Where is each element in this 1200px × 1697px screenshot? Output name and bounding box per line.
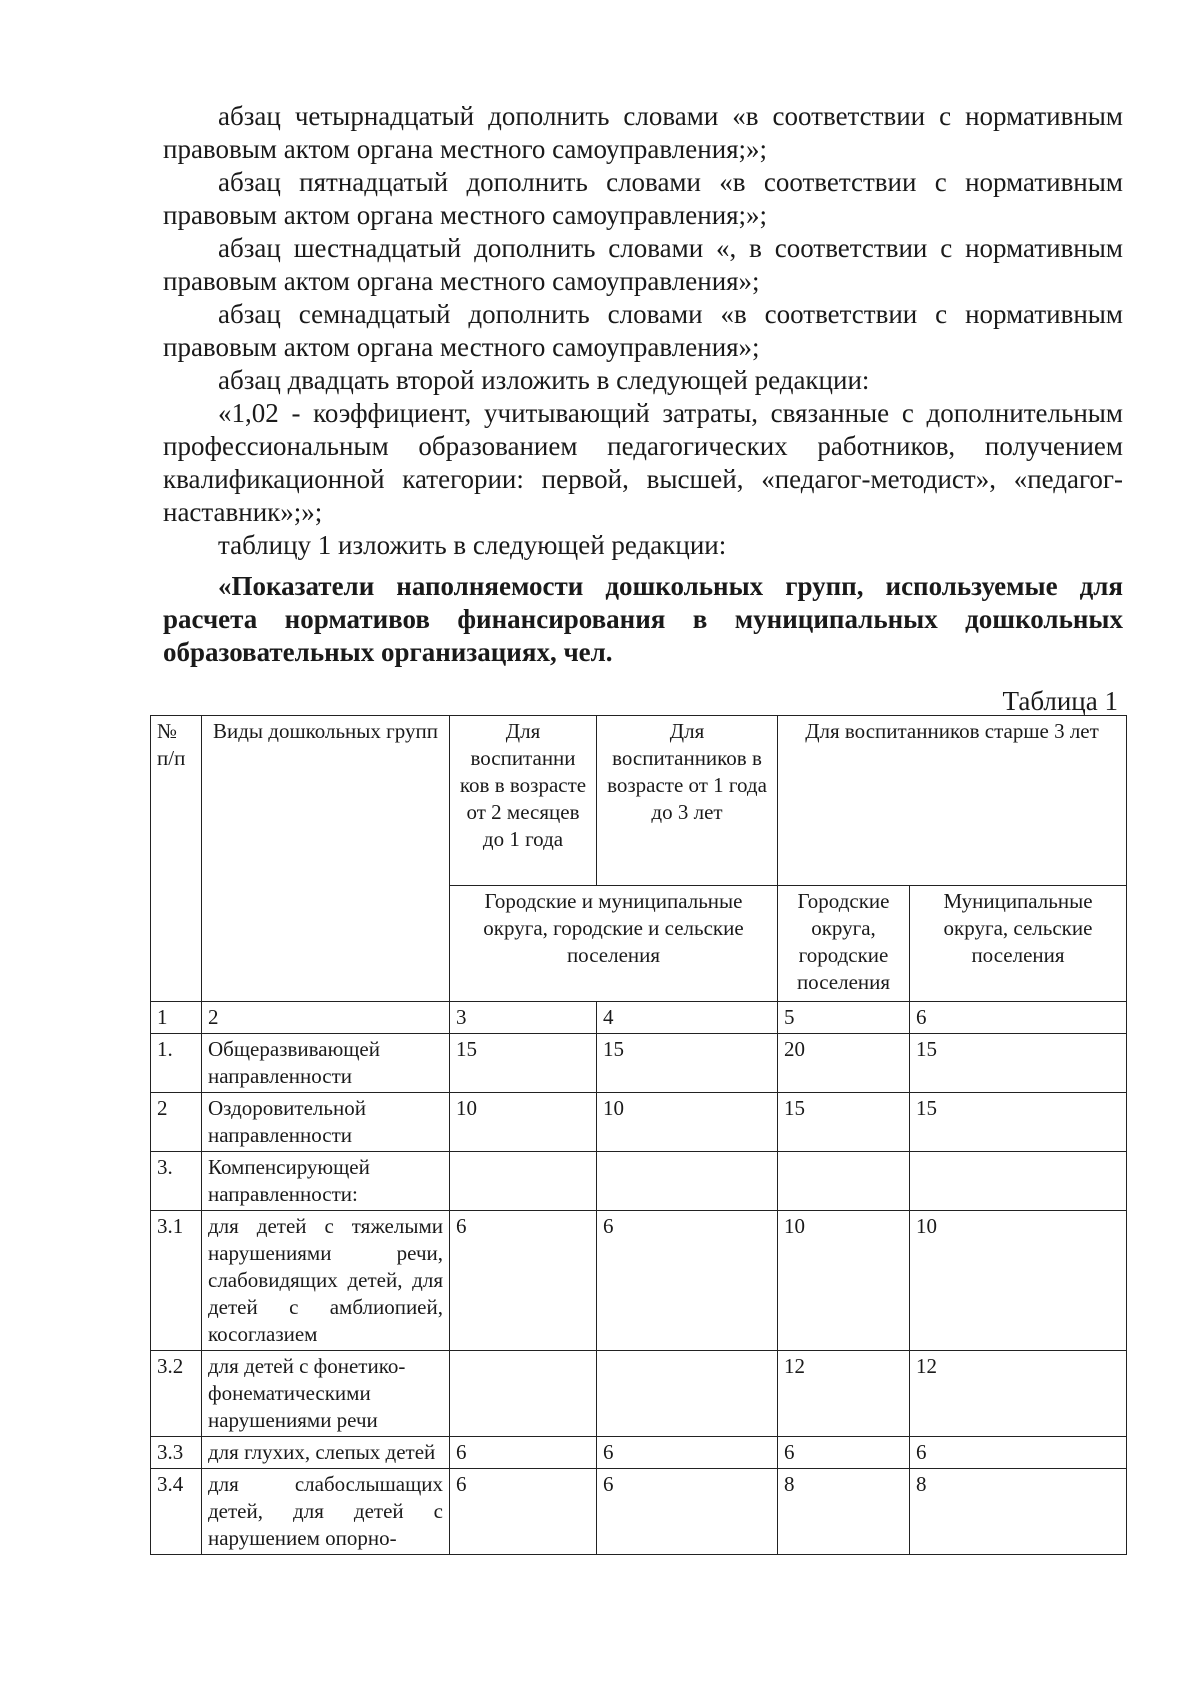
table-row	[151, 1351, 1127, 1437]
row-num: 1.	[151, 1034, 202, 1093]
row-name: для детей с фонетико-фонематическими нарушениями речи	[202, 1351, 450, 1437]
row-value	[597, 1351, 778, 1437]
row-name: для детей с тяжелыми нарушениями речи, слабовидящих детей, для детей с амблиопией, косоглазием	[202, 1211, 450, 1351]
row-num: 3.	[151, 1152, 202, 1211]
row-value: 10	[450, 1093, 597, 1152]
row-name: Общеразвивающей направленности	[202, 1034, 450, 1093]
row-num: 3.2	[151, 1351, 202, 1437]
row-value: 8	[778, 1469, 910, 1555]
col-number: 2	[202, 1002, 450, 1034]
row-value: 6	[597, 1437, 778, 1469]
row-value	[450, 1351, 597, 1437]
row-value: 15	[778, 1093, 910, 1152]
header-urban-districts: Городские округа, городские поселения	[778, 886, 910, 1002]
paragraph-table-intro: таблицу 1 изложить в следующей редакции:	[218, 530, 727, 560]
header-age-over-3: Для воспитанников старше 3 лет	[778, 716, 1127, 886]
paragraph-16: абзац шестнадцатый дополнить словами «, в соответствии с нормативным правовым актом органа местного самоуправления»;	[163, 233, 1123, 296]
occupancy-table	[150, 715, 1127, 1555]
table-title: «Показатели наполняемости дошкольных групп, используемые для расчета нормативов финансирования в муниципальных дошкольных образовательных организациях, чел.	[163, 571, 1123, 667]
row-value	[450, 1152, 597, 1211]
row-value: 6	[597, 1211, 778, 1351]
table-caption: Таблица 1	[1002, 686, 1118, 716]
paragraph-15: абзац пятнадцатый дополнить словами «в соответствии с нормативным правовым актом органа местного самоуправления;»;	[163, 167, 1123, 230]
header-age-2m-1y: Для воспитанни ков в возрасте от 2 месяцев до 1 года	[450, 716, 597, 886]
row-num: 3.3	[151, 1437, 202, 1469]
table-row	[151, 1093, 1127, 1152]
row-value: 6	[450, 1211, 597, 1351]
row-value: 12	[910, 1351, 1127, 1437]
col-number: 1	[151, 1002, 202, 1034]
table-row	[151, 1437, 1127, 1469]
row-num: 3.4	[151, 1469, 202, 1555]
row-value: 6	[910, 1437, 1127, 1469]
header-row-1	[151, 716, 1127, 886]
row-value: 6	[597, 1469, 778, 1555]
table-row	[151, 1152, 1127, 1211]
header-urban-municipal: Городские и муниципальные округа, городские и сельские поселения	[450, 886, 778, 1002]
col-number: 3	[450, 1002, 597, 1034]
row-name: Оздоровительной направленности	[202, 1093, 450, 1152]
table-row	[151, 1211, 1127, 1351]
row-name: Компенсирующей направленности:	[202, 1152, 450, 1211]
col-number: 6	[910, 1002, 1127, 1034]
paragraph-17: абзац семнадцатый дополнить словами «в соответствии с нормативным правовым актом органа местного самоуправления»;	[163, 299, 1123, 362]
paragraph-14: абзац четырнадцатый дополнить словами «в соответствии с нормативным правовым актом органа местного самоуправления;»;	[163, 101, 1123, 164]
table-row	[151, 1469, 1127, 1555]
row-value	[597, 1152, 778, 1211]
row-value: 6	[450, 1469, 597, 1555]
col-number: 4	[597, 1002, 778, 1034]
paragraph-coefficient: «1,02 - коэффициент, учитывающий затраты, связанные с дополнительным профессиональным образованием педагогических работников, получением квалификационной категории: первой, высшей, «педагог-методист», «педагог-наставник»;»;	[163, 398, 1123, 527]
row-value: 10	[910, 1211, 1127, 1351]
row-value: 10	[597, 1093, 778, 1152]
header-municipal-districts: Муниципальные округа, сельские поселения	[910, 886, 1127, 1002]
row-value: 15	[597, 1034, 778, 1093]
body-text	[163, 100, 1123, 669]
table-row	[151, 1034, 1127, 1093]
row-value: 15	[910, 1034, 1127, 1093]
row-value: 20	[778, 1034, 910, 1093]
row-value: 12	[778, 1351, 910, 1437]
col-number: 5	[778, 1002, 910, 1034]
row-value: 10	[778, 1211, 910, 1351]
row-value: 6	[450, 1437, 597, 1469]
row-num: 2	[151, 1093, 202, 1152]
row-num: 3.1	[151, 1211, 202, 1351]
row-value: 8	[910, 1469, 1127, 1555]
row-value	[910, 1152, 1127, 1211]
paragraph-22-intro: абзац двадцать второй изложить в следующей редакции:	[218, 365, 870, 395]
header-num: № п/п	[151, 716, 202, 1002]
header-age-1y-3y: Для воспитанников в возрасте от 1 года до 3 лет	[597, 716, 778, 886]
header-group-kind: Виды дошкольных групп	[202, 716, 450, 1002]
row-value: 6	[778, 1437, 910, 1469]
row-name: для слабослышащих детей, для детей с нарушением опорно-	[202, 1469, 450, 1555]
row-value	[778, 1152, 910, 1211]
row-value: 15	[910, 1093, 1127, 1152]
row-value: 15	[450, 1034, 597, 1093]
column-number-row	[151, 1002, 1127, 1034]
row-name: для глухих, слепых детей	[202, 1437, 450, 1469]
